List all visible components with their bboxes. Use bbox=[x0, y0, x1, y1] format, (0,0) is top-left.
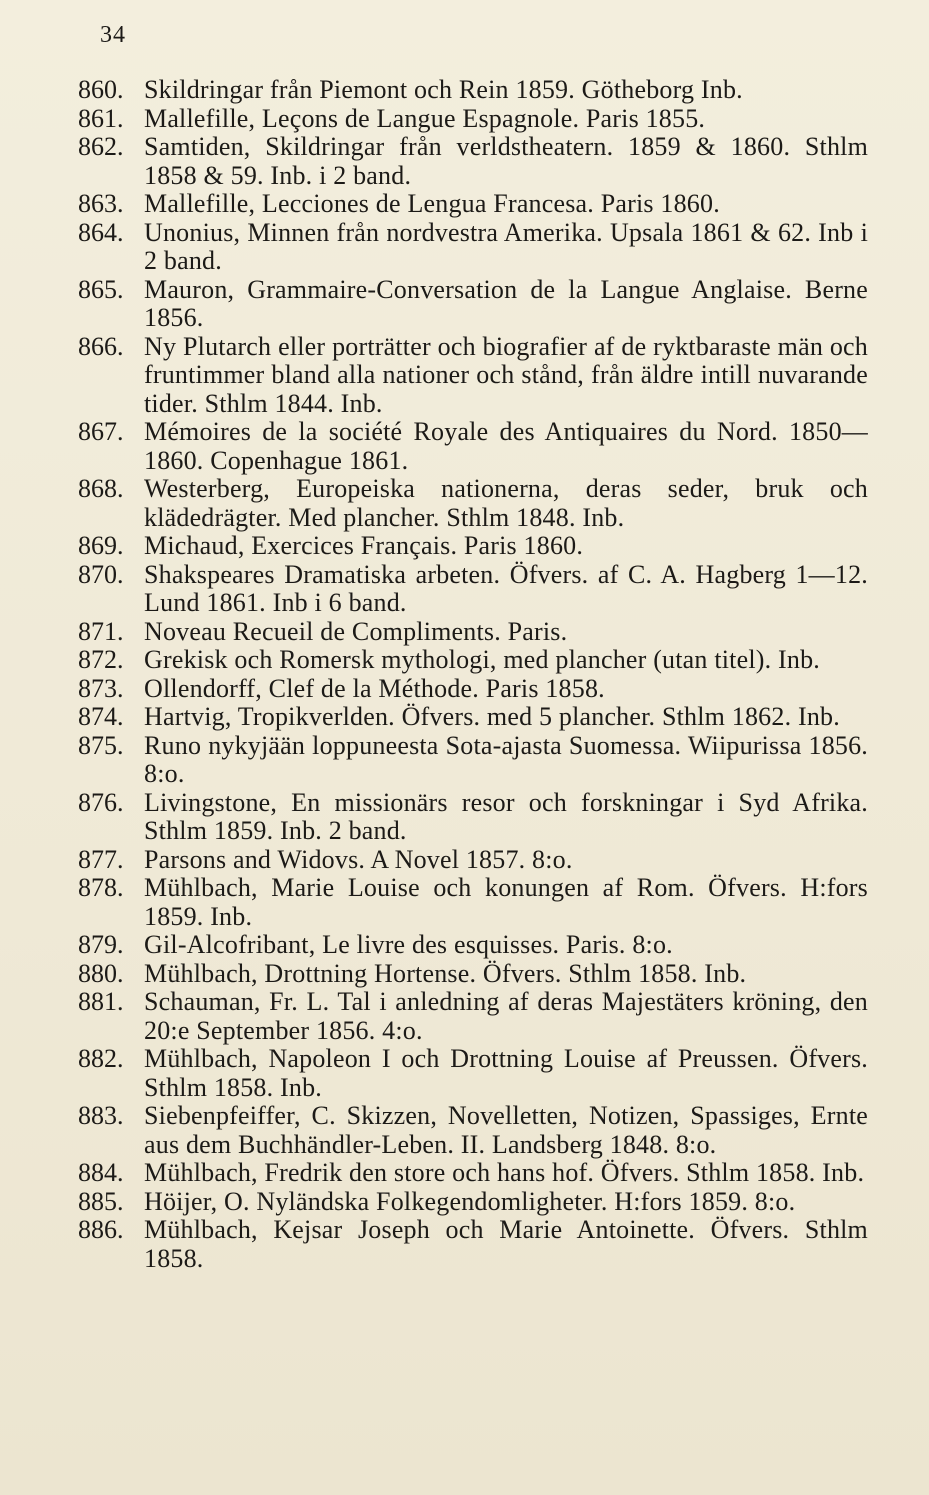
catalog-entry bbox=[78, 561, 868, 618]
entry-text: Livingstone, En missionärs resor och forskningar i Syd Afrika. Sthlm 1859. Inb. 2 band. bbox=[144, 787, 868, 845]
entry-list bbox=[78, 76, 868, 1273]
catalog-entry bbox=[78, 988, 868, 1045]
entry-number: 862. bbox=[78, 132, 124, 161]
catalog-entry bbox=[78, 646, 868, 675]
entry-number: 884. bbox=[78, 1158, 124, 1187]
entry-text: Unonius, Minnen från nordvestra Amerika. Upsala 1861 & 62. Inb i 2 band. bbox=[144, 217, 868, 275]
entry-text: Schauman, Fr. L. Tal i anledning af deras Majestäters kröning, den 20:e September 1856. 4:o. bbox=[144, 987, 868, 1045]
entry-number: 860. bbox=[78, 75, 124, 104]
entry-text: Mémoires de la société Royale des Antiquaires du Nord. 1850—1860. Copenhague 1861. bbox=[144, 417, 868, 475]
entry-number: 874. bbox=[78, 702, 124, 731]
entry-number: 869. bbox=[78, 531, 124, 560]
entry-number: 872. bbox=[78, 645, 124, 674]
catalog-entry bbox=[78, 789, 868, 846]
catalog-entry bbox=[78, 960, 868, 989]
entry-number: 875. bbox=[78, 730, 124, 760]
entry-text: Shakspeares Dramatiska arbeten. Öfvers. af C. A. Hagberg 1—12. Lund 1861. Inb i 6 band. bbox=[144, 559, 868, 617]
entry-text: Mallefille, Leçons de Langue Espagnole. Paris 1855. bbox=[144, 103, 706, 133]
catalog-entry bbox=[78, 105, 868, 134]
catalog-entry bbox=[78, 276, 868, 333]
catalog-entry bbox=[78, 874, 868, 931]
catalog-entry bbox=[78, 190, 868, 219]
entry-text: Runo nykyjään loppuneesta Sota-ajasta Suomessa. Wiipurissa 1856. 8:o. bbox=[144, 730, 868, 788]
entry-text: Mühlbach, Fredrik den store och hans hof. Öfvers. Sthlm 1858. Inb. bbox=[144, 1158, 865, 1187]
entry-number: 868. bbox=[78, 474, 124, 503]
entry-number: 878. bbox=[78, 873, 124, 902]
catalog-entry bbox=[78, 846, 868, 875]
entry-number: 877. bbox=[78, 844, 124, 874]
catalog-entry bbox=[78, 219, 868, 276]
entry-number: 879. bbox=[78, 930, 124, 959]
entry-number: 865. bbox=[78, 274, 124, 304]
entry-number: 861. bbox=[78, 103, 124, 133]
entry-number: 876. bbox=[78, 787, 124, 817]
catalog-entry bbox=[78, 1102, 868, 1159]
entry-number: 886. bbox=[78, 1215, 124, 1244]
entry-number: 866. bbox=[78, 331, 124, 361]
catalog-entry bbox=[78, 675, 868, 704]
entry-text: Skildringar från Piemont och Rein 1859. Götheborg Inb. bbox=[144, 75, 743, 104]
entry-text: Gil-Alcofribant, Le livre des esquisses. Paris. 8:o. bbox=[144, 930, 673, 959]
entry-number: 873. bbox=[78, 673, 124, 703]
entry-text: Ny Plutarch eller porträtter och biografier af de ryktbaraste män och fruntimmer bland alla nationer och stånd, från äldre intill nuvarande tider. Sthlm 1844. Inb. bbox=[144, 331, 868, 418]
catalog-entry bbox=[78, 1159, 868, 1188]
entry-text: Mühlbach, Kejsar Joseph och Marie Antoinette. Öfvers. Sthlm 1858. bbox=[144, 1215, 868, 1273]
entry-text: Noveau Recueil de Compliments. Paris. bbox=[144, 616, 568, 646]
entry-text: Mühlbach, Napoleon I och Drottning Louise af Preussen. Öfvers. Sthlm 1858. Inb. bbox=[144, 1044, 868, 1102]
entry-text: Grekisk och Romersk mythologi, med plancher (utan titel). Inb. bbox=[144, 645, 820, 674]
entry-text: Höijer, O. Nyländska Folkegendomligheter. H:fors 1859. 8:o. bbox=[144, 1186, 796, 1216]
catalog-entry bbox=[78, 618, 868, 647]
catalog-entry bbox=[78, 732, 868, 789]
entry-text: Parsons and Widovs. A Novel 1857. 8:o. bbox=[144, 844, 573, 874]
entry-number: 864. bbox=[78, 217, 124, 247]
entry-text: Ollendorff, Clef de la Méthode. Paris 1858. bbox=[144, 673, 605, 703]
entry-number: 883. bbox=[78, 1101, 124, 1130]
entry-text: Samtiden, Skildringar från verldstheatern. 1859 & 1860. Sthlm 1858 & 59. Inb. i 2 band. bbox=[144, 132, 868, 190]
entry-number: 867. bbox=[78, 417, 124, 446]
entry-text: Mauron, Grammaire-Conversation de la Langue Anglaise. Berne 1856. bbox=[144, 274, 868, 332]
entry-text: Westerberg, Europeiska nationerna, deras seder, bruk och klädedrägter. Med plancher. Sthlm 1848. Inb. bbox=[144, 474, 868, 532]
entry-text: Mallefille, Lecciones de Lengua Francesa. Paris 1860. bbox=[144, 189, 720, 218]
entry-number: 881. bbox=[78, 987, 124, 1016]
entry-number: 871. bbox=[78, 616, 124, 646]
entry-number: 880. bbox=[78, 958, 124, 988]
catalog-entry bbox=[78, 532, 868, 561]
catalog-entry bbox=[78, 1216, 868, 1273]
page-number: 34 bbox=[100, 22, 126, 48]
entry-text: Hartvig, Tropikverlden. Öfvers. med 5 plancher. Sthlm 1862. Inb. bbox=[144, 702, 840, 731]
entry-text: Mühlbach, Drottning Hortense. Öfvers. Sthlm 1858. Inb. bbox=[144, 958, 747, 988]
catalog-entry bbox=[78, 1045, 868, 1102]
catalog-entry bbox=[78, 418, 868, 475]
catalog-entry bbox=[78, 333, 868, 419]
entry-number: 863. bbox=[78, 189, 124, 218]
entry-number: 870. bbox=[78, 559, 124, 589]
catalog-entry bbox=[78, 1188, 868, 1217]
entry-number: 882. bbox=[78, 1044, 124, 1073]
entry-text: Michaud, Exercices Français. Paris 1860. bbox=[144, 531, 584, 560]
catalog-entry bbox=[78, 475, 868, 532]
entry-text: Mühlbach, Marie Louise och konungen af Rom. Öfvers. H:fors 1859. Inb. bbox=[144, 873, 868, 931]
entry-number: 885. bbox=[78, 1186, 124, 1216]
catalog-entry bbox=[78, 133, 868, 190]
catalog-entry bbox=[78, 76, 868, 105]
catalog-entry bbox=[78, 703, 868, 732]
catalog-entry bbox=[78, 931, 868, 960]
entry-text: Siebenpfeiffer, C. Skizzen, Novelletten, Notizen, Spassiges, Ernte aus dem Buchhändler-Leben. II. Landsberg 1848. 8:o. bbox=[144, 1101, 868, 1159]
